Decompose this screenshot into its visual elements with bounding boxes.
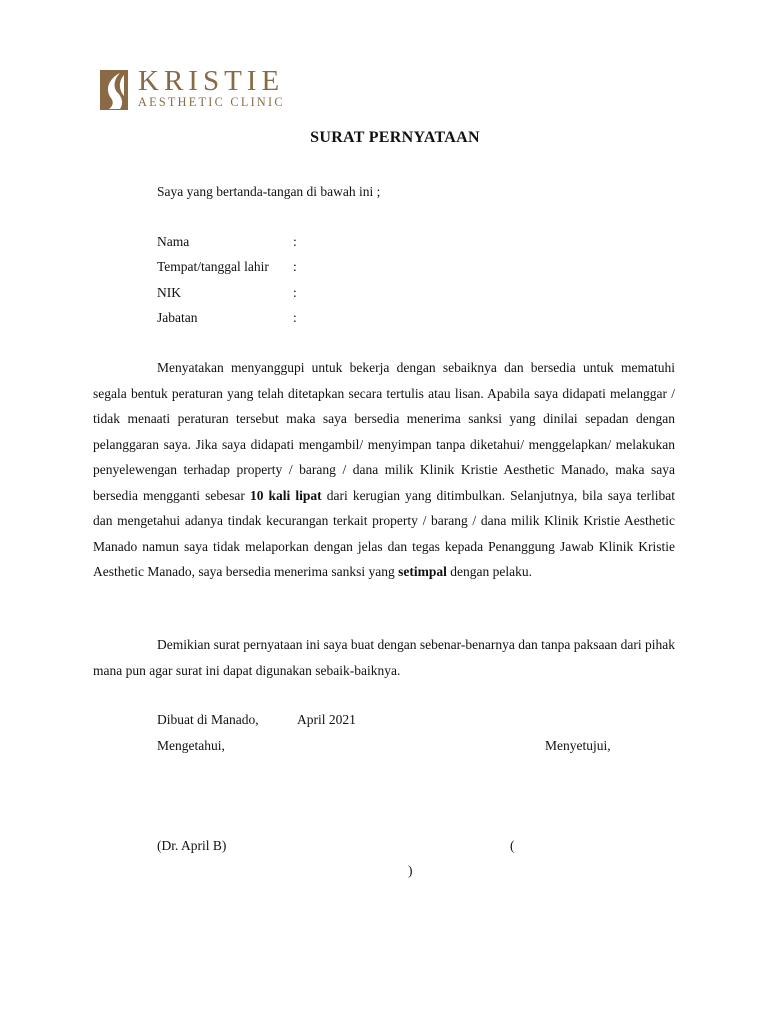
- signer-left: (Dr. April B): [157, 838, 227, 853]
- bold-phrase: setimpal: [398, 564, 447, 579]
- field-label-ttl: Tempat/tanggal lahir: [157, 259, 269, 274]
- statement-paragraph: [93, 355, 675, 585]
- date-text: April 2021: [297, 712, 356, 727]
- field-label-nik: NIK: [157, 285, 181, 300]
- document-title: SURAT PERNYATAAN: [310, 129, 480, 146]
- field-label-nama: Nama: [157, 234, 190, 249]
- field-colon: :: [293, 259, 297, 274]
- statement-text: dengan pelaku.: [446, 564, 532, 579]
- menyetujui-label: Menyetujui,: [545, 738, 611, 753]
- signer-right-open: (: [510, 838, 515, 853]
- field-label-jabatan: Jabatan: [157, 310, 198, 325]
- logo-subtitle: AESTHETIC CLINIC: [138, 95, 285, 109]
- closing-text: Demikian surat pernyataan ini saya buat dengan sebenar-benarnya dan tanpa paksaan dari pihak mana pun agar surat ini dapat digunakan sebaik-baiknya.: [93, 637, 675, 678]
- place-text: Dibuat di Manado,: [157, 712, 259, 727]
- logo-name: KRISTIE: [138, 65, 285, 97]
- closing-paragraph: [93, 632, 675, 683]
- bold-phrase: 10 kali lipat: [249, 487, 322, 503]
- field-colon: :: [293, 234, 297, 249]
- clinic-logo: [100, 65, 310, 112]
- statement-text: Menyatakan menyanggupi untuk bekerja dengan sebaiknya dan bersedia untuk mematuhi segala bentuk peraturan yang telah ditetapkan secara tertulis atau lisan. Apabila saya didapati melanggar / tidak menaati peraturan tersebut maka saya bersedia menerima sanksi yang dinilai sepadan dengan pelanggaran saya. Jika saya didapati mengambil/ menyimpan tanpa diketahui/ menggelapkan/ melakukan penyelewengan terhadap property / barang / dana milik Klinik Kristie Aesthetic Manado, maka saya bersedia mengganti sebesar: [93, 360, 675, 503]
- intro-text: Saya yang bertanda-tangan di bawah ini ;: [157, 184, 381, 199]
- signer-right-close: ): [408, 863, 413, 878]
- logo-emblem-icon: [100, 70, 128, 110]
- mengetahui-label: Mengetahui,: [157, 738, 225, 753]
- statement-text: dari kerugian yang ditimbulkan. Selanjutnya, bila saya terlibat dan mengetahui adanya tindak kecurangan terkait property / barang / dana milik Klinik Kristie Aesthetic Manado namun saya tidak melaporkan dengan jelas dan tegas kepada Penanggung Jawab Klinik Kristie Aesthetic Manado, saya bersedia menerima sanksi yang: [93, 487, 676, 579]
- field-colon: :: [293, 285, 297, 300]
- field-colon: :: [293, 310, 297, 325]
